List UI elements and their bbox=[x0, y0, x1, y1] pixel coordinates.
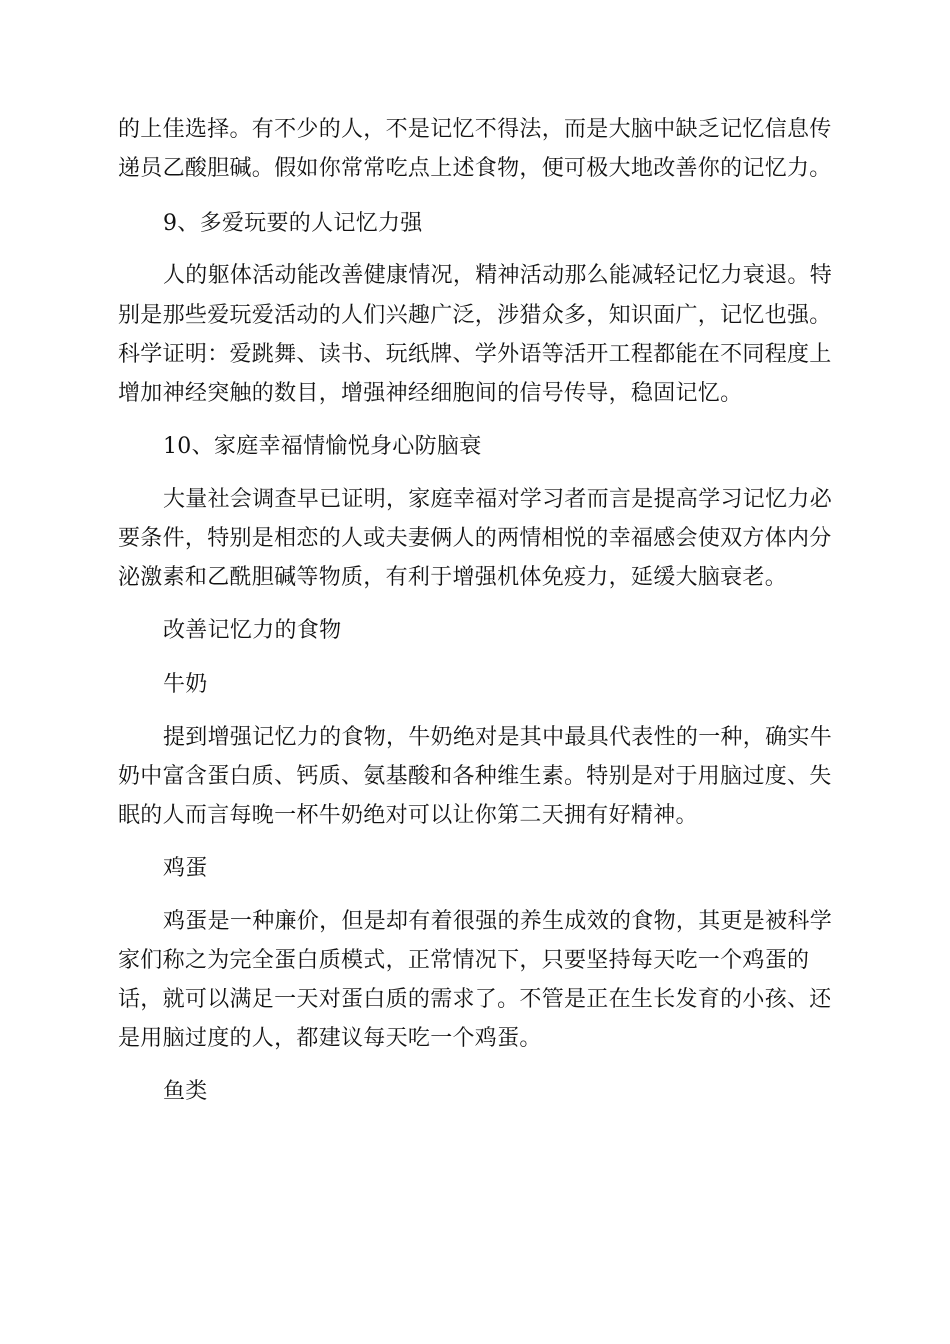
paragraph-line: 要条件，特别是相恋的人或夫妻俩人的两情相悦的幸福感会使双方体内分 bbox=[118, 526, 832, 551]
paragraph-line: 眠的人而言每晚一杯牛奶绝对可以让你第二天拥有好精神。 bbox=[118, 803, 698, 828]
paragraph-line: 是用脑过度的人，都建议每天吃一个鸡蛋。 bbox=[118, 1026, 542, 1051]
paragraph-line: 鸡蛋是一种廉价，但是却有着很强的养生成效的食物，其更是被科学 bbox=[163, 909, 833, 934]
section-heading: 改善记忆力的食物 bbox=[163, 618, 342, 643]
paragraph-line: 别是那些爱玩爱活动的人们兴趣广泛，涉猎众多，知识面广，记忆也强。 bbox=[118, 303, 832, 328]
paragraph-line: 奶中富含蛋白质、钙质、氨基酸和各种维生素。特别是对于用脑过度、失 bbox=[118, 764, 832, 789]
section-heading: 9、多爱玩要的人记忆力强 bbox=[163, 211, 423, 236]
subsection-heading: 牛奶 bbox=[163, 672, 208, 697]
paragraph-line: 递员乙酸胆碱。假如你常常吃点上述食物，便可极大地改善你的记忆力。 bbox=[118, 156, 832, 181]
paragraph-line: 大量社会调查早已证明，家庭幸福对学习者而言是提高学习记忆力必 bbox=[163, 487, 833, 512]
paragraph-line: 增加神经突触的数目，增强神经细胞间的信号传导，稳固记忆。 bbox=[118, 381, 743, 406]
section-heading: 10、家庭幸福情愉悦身心防脑衰 bbox=[163, 434, 482, 459]
paragraph-line: 提到增强记忆力的食物，牛奶绝对是其中最具代表性的一种，确实牛 bbox=[163, 725, 833, 750]
paragraph-line: 话，就可以满足一天对蛋白质的需求了。不管是正在生长发育的小孩、还 bbox=[118, 987, 832, 1012]
paragraph-line: 人的躯体活动能改善健康情况，精神活动那么能减轻记忆力衰退。特 bbox=[163, 263, 833, 288]
paragraph-line: 的上佳选择。有不少的人，不是记忆不得法，而是大脑中缺乏记忆信息传 bbox=[118, 117, 832, 142]
subsection-heading: 鸡蛋 bbox=[163, 856, 208, 881]
paragraph-line: 家们称之为完全蛋白质模式，正常情况下，只要坚持每天吃一个鸡蛋的 bbox=[118, 948, 810, 973]
paragraph-line: 泌激素和乙酰胆碱等物质，有利于增强机体免疫力，延缓大脑衰老。 bbox=[118, 565, 788, 590]
subsection-heading: 鱼类 bbox=[163, 1079, 208, 1104]
paragraph-line: 科学证明：爱跳舞、读书、玩纸牌、学外语等活开工程都能在不同程度上 bbox=[118, 342, 832, 367]
